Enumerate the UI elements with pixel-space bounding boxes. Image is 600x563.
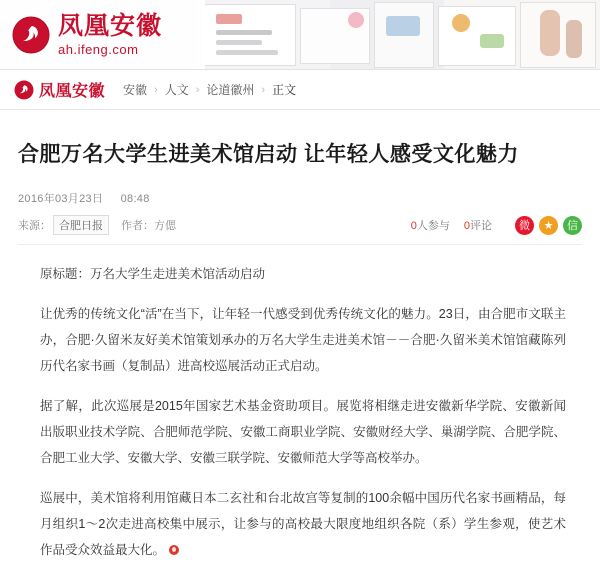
site-banner bbox=[0, 0, 600, 70]
publish-date: 2016年03月23日 bbox=[18, 193, 104, 205]
paragraph-3 bbox=[18, 485, 582, 563]
favorite-star-icon[interactable]: ★ bbox=[539, 216, 558, 235]
breadcrumb-separator: › bbox=[195, 83, 200, 96]
weibo-share-icon[interactable]: 微 bbox=[515, 216, 534, 235]
article-body bbox=[18, 261, 582, 563]
page-title: 合肥万名大学生进美术馆启动 让年轻人感受文化魅力 bbox=[18, 143, 519, 166]
breadcrumb-item-current: 正文 bbox=[272, 83, 297, 97]
article-meta-row bbox=[18, 215, 582, 245]
site-logo[interactable] bbox=[0, 0, 205, 70]
breadcrumb-item-1[interactable]: 人文 bbox=[164, 83, 189, 97]
breadcrumb-separator: › bbox=[154, 83, 158, 96]
participate-counter[interactable] bbox=[411, 217, 450, 233]
share-bar bbox=[510, 216, 582, 235]
breadcrumb-brand[interactable] bbox=[14, 78, 105, 101]
breadcrumb-separator: › bbox=[261, 83, 266, 96]
publish-datetime bbox=[18, 190, 582, 206]
comment-counter[interactable] bbox=[464, 217, 492, 233]
breadcrumb-item-2[interactable]: 论道徽州 bbox=[206, 83, 255, 97]
publish-time: 08:48 bbox=[120, 193, 150, 205]
author-value: 方偲 bbox=[154, 220, 176, 232]
paragraph-original-title: 原标题：万名大学生走进美术馆活动启动 bbox=[40, 267, 266, 281]
breadcrumb-item-0[interactable]: 安徽 bbox=[123, 83, 148, 97]
author-label: 作者： bbox=[121, 220, 154, 232]
source-label: 来源： bbox=[18, 220, 51, 232]
end-marker-icon bbox=[169, 545, 179, 555]
breadcrumb-bar bbox=[0, 70, 600, 110]
article bbox=[0, 138, 600, 563]
logo-title: 凤凰安徽 bbox=[58, 12, 163, 40]
paragraph-1: 让优秀的传统文化“活”在当下，让年轻一代感受到优秀传统文化的魅力。23日，由合肥市文联主办，合肥·久留米友好美术馆策划承办的万名大学生走进美术馆－－合肥·久留米美术馆馆藏陈列历代名家书画（复制品）进高校巡展活动正式启动。 bbox=[40, 307, 566, 373]
paragraph-3-text: 巡展中，美术馆将利用馆藏日本二玄社和台北故宫等复制的100余幅中国历代名家书画精品，每月组织1～2次走进高校集中展示，让参与的高校最大限度地组织各院（系）学生参观，使艺术作品受众效益最大化。 bbox=[40, 491, 566, 557]
wechat-share-icon[interactable]: 信 bbox=[563, 216, 582, 235]
article-source-author bbox=[18, 215, 176, 235]
breadcrumb-brand-label: 凤凰安徽 bbox=[39, 83, 106, 100]
participate-count: 0 bbox=[410, 220, 417, 232]
participate-label: 人参与 bbox=[416, 220, 450, 232]
source-value[interactable]: 合肥日报 bbox=[53, 215, 109, 235]
breadcrumb bbox=[123, 81, 296, 98]
phoenix-logo-icon bbox=[12, 16, 50, 54]
comment-label: 评论 bbox=[470, 220, 492, 232]
article-engagement bbox=[409, 216, 582, 235]
comment-count: 0 bbox=[463, 220, 470, 232]
logo-domain: ah.ifeng.com bbox=[58, 41, 139, 57]
phoenix-logo-icon-small bbox=[14, 80, 34, 100]
paragraph-2: 据了解，此次巡展是2015年国家艺术基金资助项目。展览将相继走进安徽新华学院、安徽新闻出版职业技术学院、合肥师范学院、安徽工商职业学院、安徽财经大学、巢湖学院、合肥学院、合肥工业大学、安徽大学、安徽三联学院、安徽师范大学等高校举办。 bbox=[40, 399, 566, 465]
